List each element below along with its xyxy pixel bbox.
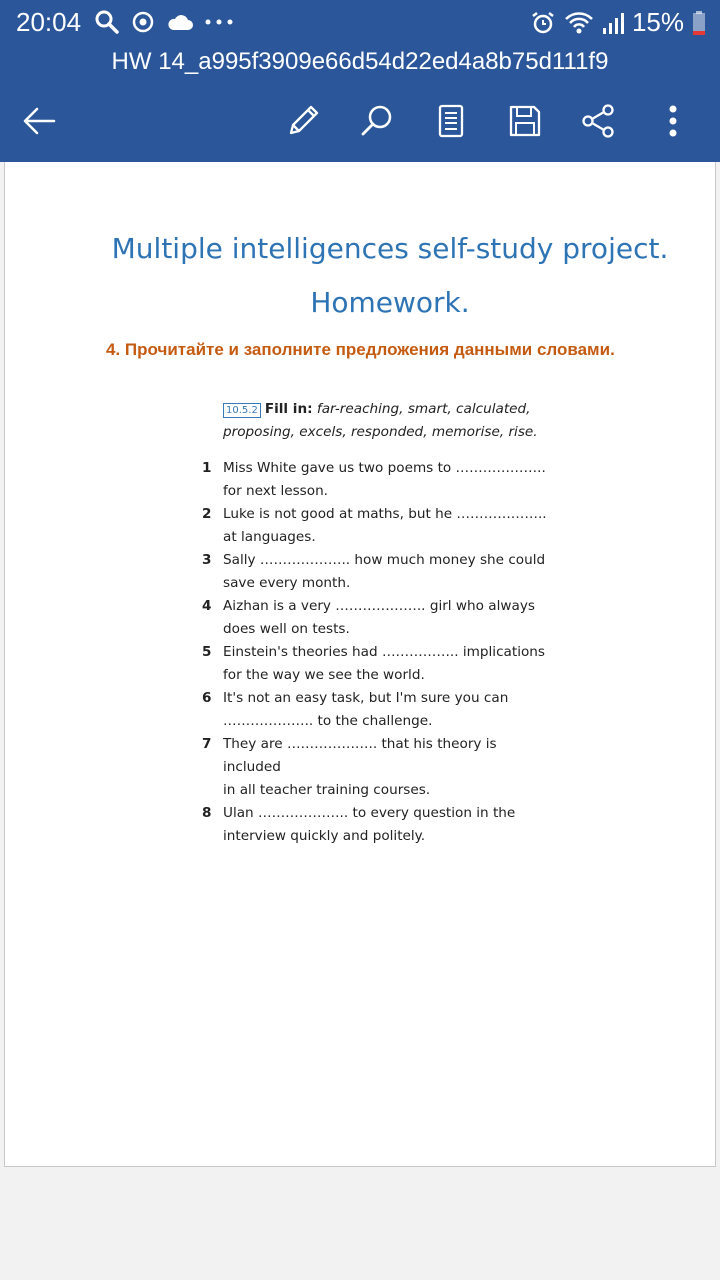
back-button[interactable] [14,96,64,146]
exercise-instruction: Fill in: [264,401,313,417]
toolbar [0,96,720,146]
item-text: interview quickly and politely. [223,828,426,844]
search-icon [359,103,395,139]
heading-line-1: Multiple intelligences self-study project. [111,232,669,265]
item-number: 2 [202,506,212,522]
item-text: Ulan ……………….. to every question in the [223,805,516,821]
list-item [201,733,551,802]
search-button[interactable] [352,96,402,146]
app-bar [0,0,720,162]
item-text: does well on tests. [223,621,350,637]
share-button[interactable] [574,96,624,146]
list-item [201,687,551,733]
item-text: It's not an easy task, but I'm sure you can [223,690,509,706]
edit-button[interactable] [278,96,328,146]
exercise-image [201,398,551,848]
item-text: save every month. [223,575,351,591]
sync-icon [130,9,156,35]
more-dots-icon [204,17,234,27]
item-number: 5 [202,644,212,660]
wifi-icon [564,10,594,36]
item-text: for the way we see the world. [223,667,425,683]
list-item [201,641,551,687]
item-number: 6 [202,690,212,706]
share-icon [581,103,617,139]
list-item [201,802,551,848]
exercise-code-badge: 10.5.2 [223,403,261,418]
save-icon [507,103,543,139]
item-number: 8 [202,805,212,821]
exercise-list [201,457,551,848]
item-text: Aizhan is a very ……………….. girl who always [223,598,535,614]
list-item [201,503,551,549]
item-text: for next lesson. [223,483,329,499]
item-text: in all teacher training courses. [223,782,431,798]
item-number: 7 [202,736,212,752]
item-number: 4 [202,598,212,614]
task-instruction: 4. Прочитайте и заполните предложения данными словами. [106,340,615,359]
battery-percent: 15% [631,7,684,37]
word-bank-line-2: proposing, excels, responded, memorise, rise. [223,424,538,440]
item-text: at languages. [223,529,316,545]
heading-line-2: Homework. [310,286,470,319]
status-bar [0,0,720,46]
word-bank-line-1: far-reaching, smart, calculated, [316,401,531,417]
item-text: Einstein's theories had …………….. implications [223,644,546,660]
search-icon [94,9,120,35]
item-text: They are ……………….. that his theory is included [223,736,497,775]
save-button[interactable] [500,96,550,146]
reading-view-icon [437,103,465,139]
status-time: 20:04 [16,7,82,37]
battery-low-icon [692,10,706,36]
list-item [201,549,551,595]
signal-icon [602,10,624,36]
reading-view-button[interactable] [426,96,476,146]
more-options-button[interactable] [648,96,698,146]
item-text: ……………….. to the challenge. [223,713,433,729]
more-vert-icon [667,103,679,139]
back-arrow-icon [21,106,57,136]
list-item [201,595,551,641]
item-text: Miss White gave us two poems to ……………….. [223,460,546,476]
list-item [201,457,551,503]
item-text: Sally ……………….. how much money she could [223,552,546,568]
item-text: Luke is not good at maths, but he ……………….. [223,506,547,522]
pencil-icon [285,103,321,139]
alarm-icon [530,10,556,36]
item-number: 3 [202,552,212,568]
document-title: HW 14_a995f3909e66d54d22ed4a8b75d111f9 [111,48,609,75]
exercise-header [201,398,551,421]
cloud-icon [166,11,194,33]
item-number: 1 [202,460,212,476]
document-page [4,162,716,1167]
